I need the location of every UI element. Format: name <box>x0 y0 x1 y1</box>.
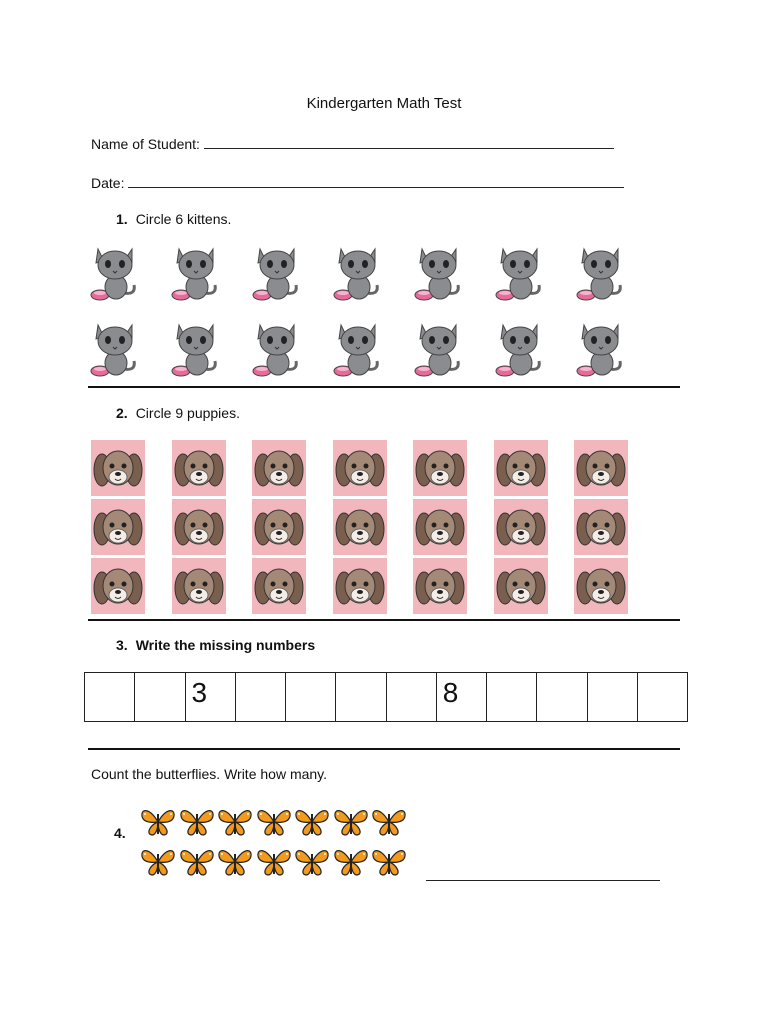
puppy-item[interactable] <box>252 558 306 614</box>
kitten-icon <box>412 321 464 379</box>
number-cell[interactable] <box>537 673 587 721</box>
butterfly-item[interactable] <box>179 846 215 878</box>
puppy-icon <box>574 499 628 555</box>
number-cell[interactable] <box>336 673 386 721</box>
date-field[interactable] <box>91 173 624 191</box>
number-cell[interactable] <box>387 673 437 721</box>
kitten-icon <box>493 321 545 379</box>
kitten-icon <box>169 245 221 303</box>
puppy-icon <box>574 440 628 496</box>
butterfly-icon <box>256 846 292 878</box>
number-cell[interactable]: 3 <box>186 673 236 721</box>
kitten-item[interactable] <box>88 321 140 379</box>
puppy-icon <box>494 440 548 496</box>
question-3 <box>116 637 315 653</box>
number-cell[interactable] <box>135 673 185 721</box>
butterfly-icon <box>140 846 176 878</box>
puppy-icon <box>91 499 145 555</box>
kitten-icon <box>412 245 464 303</box>
kitten-icon <box>169 321 221 379</box>
puppy-icon <box>494 499 548 555</box>
puppy-item[interactable] <box>91 499 145 555</box>
puppy-item[interactable] <box>333 440 387 496</box>
puppy-item[interactable] <box>494 558 548 614</box>
kitten-item[interactable] <box>250 245 302 303</box>
section-divider-1 <box>88 386 680 388</box>
puppy-item[interactable] <box>252 440 306 496</box>
puppy-icon <box>333 499 387 555</box>
butterfly-item[interactable] <box>179 806 215 838</box>
kitten-item[interactable] <box>574 245 626 303</box>
puppy-item[interactable] <box>494 440 548 496</box>
number-cell[interactable]: 8 <box>437 673 487 721</box>
puppy-item[interactable] <box>333 499 387 555</box>
section-divider-2 <box>88 619 680 621</box>
kitten-item[interactable] <box>169 321 221 379</box>
question-3-number: 3. <box>116 637 128 653</box>
page-title: Kindergarten Math Test <box>306 95 462 112</box>
puppy-item[interactable] <box>574 558 628 614</box>
puppy-item[interactable] <box>172 440 226 496</box>
puppy-item[interactable] <box>172 499 226 555</box>
puppy-icon <box>333 558 387 614</box>
puppy-icon <box>574 558 628 614</box>
puppy-icon <box>91 440 145 496</box>
puppy-item[interactable] <box>574 440 628 496</box>
puppy-icon <box>413 558 467 614</box>
kitten-item[interactable] <box>412 245 464 303</box>
puppy-item[interactable] <box>91 440 145 496</box>
puppy-item[interactable] <box>91 558 145 614</box>
kitten-icon <box>88 321 140 379</box>
butterfly-icon <box>371 846 407 878</box>
butterfly-item[interactable] <box>333 806 369 838</box>
butterfly-icon <box>217 846 253 878</box>
kitten-item[interactable] <box>169 245 221 303</box>
kitten-icon <box>574 245 626 303</box>
kitten-item[interactable] <box>493 245 545 303</box>
puppy-icon <box>333 440 387 496</box>
student-name-label: Name of Student: <box>91 136 200 152</box>
date-label: Date: <box>91 175 125 191</box>
butterfly-item[interactable] <box>256 846 292 878</box>
puppy-icon <box>91 558 145 614</box>
puppy-item[interactable] <box>494 499 548 555</box>
puppy-icon <box>172 440 226 496</box>
question-1-text: Circle 6 kittens. <box>135 211 232 227</box>
question-3-text: Write the missing numbers <box>135 637 316 653</box>
kitten-item[interactable] <box>493 321 545 379</box>
butterfly-icon <box>371 806 407 838</box>
kitten-item[interactable] <box>331 245 383 303</box>
number-cell[interactable] <box>236 673 286 721</box>
butterfly-answer-line[interactable] <box>426 880 660 881</box>
kitten-icon <box>331 321 383 379</box>
butterfly-icon <box>217 806 253 838</box>
butterfly-item[interactable] <box>140 806 176 838</box>
kitten-item[interactable] <box>250 321 302 379</box>
number-cell[interactable] <box>487 673 537 721</box>
puppy-item[interactable] <box>574 499 628 555</box>
puppy-item[interactable] <box>413 440 467 496</box>
kitten-icon <box>88 245 140 303</box>
section-divider-3 <box>88 748 680 750</box>
puppy-icon <box>413 499 467 555</box>
puppy-item[interactable] <box>333 558 387 614</box>
kitten-item[interactable] <box>574 321 626 379</box>
butterfly-item[interactable] <box>333 846 369 878</box>
kitten-icon <box>493 245 545 303</box>
kitten-icon <box>331 245 383 303</box>
kitten-icon <box>574 321 626 379</box>
butterfly-icon <box>256 806 292 838</box>
kitten-item[interactable] <box>331 321 383 379</box>
number-cell[interactable] <box>588 673 638 721</box>
kitten-icon <box>250 321 302 379</box>
puppy-icon <box>413 440 467 496</box>
butterfly-item[interactable] <box>217 846 253 878</box>
butterflies-instruction: Count the butterflies. Write how many. <box>91 766 328 782</box>
question-2-text: Circle 9 puppies. <box>135 405 240 421</box>
puppy-icon <box>172 499 226 555</box>
puppy-icon <box>252 558 306 614</box>
butterfly-icon <box>179 846 215 878</box>
butterfly-icon <box>294 806 330 838</box>
date-line[interactable] <box>128 173 624 188</box>
question-2-number: 2. <box>116 405 128 421</box>
number-cell[interactable] <box>85 673 135 721</box>
butterfly-item[interactable] <box>217 806 253 838</box>
puppy-icon <box>252 440 306 496</box>
number-cell[interactable] <box>638 673 687 721</box>
butterfly-item[interactable] <box>371 846 407 878</box>
puppy-icon <box>172 558 226 614</box>
butterfly-item[interactable] <box>371 806 407 838</box>
butterfly-icon <box>333 806 369 838</box>
student-name-line[interactable] <box>204 134 614 149</box>
question-2 <box>116 405 240 421</box>
puppy-item[interactable] <box>172 558 226 614</box>
student-name-field[interactable] <box>91 134 614 152</box>
butterfly-item[interactable] <box>256 806 292 838</box>
puppy-icon <box>494 558 548 614</box>
question-1-number: 1. <box>116 211 128 227</box>
butterfly-item[interactable] <box>294 806 330 838</box>
puppy-item[interactable] <box>413 558 467 614</box>
kitten-icon <box>250 245 302 303</box>
butterfly-icon <box>294 846 330 878</box>
puppy-item[interactable] <box>252 499 306 555</box>
number-cell[interactable] <box>286 673 336 721</box>
number-sequence-table <box>84 672 688 722</box>
kitten-item[interactable] <box>88 245 140 303</box>
butterfly-item[interactable] <box>140 846 176 878</box>
butterfly-icon <box>140 806 176 838</box>
question-4-number: 4. <box>114 825 126 841</box>
butterfly-item[interactable] <box>294 846 330 878</box>
puppy-item[interactable] <box>413 499 467 555</box>
butterfly-icon <box>333 846 369 878</box>
kitten-item[interactable] <box>412 321 464 379</box>
butterfly-icon <box>179 806 215 838</box>
puppy-icon <box>252 499 306 555</box>
question-1 <box>116 211 231 227</box>
